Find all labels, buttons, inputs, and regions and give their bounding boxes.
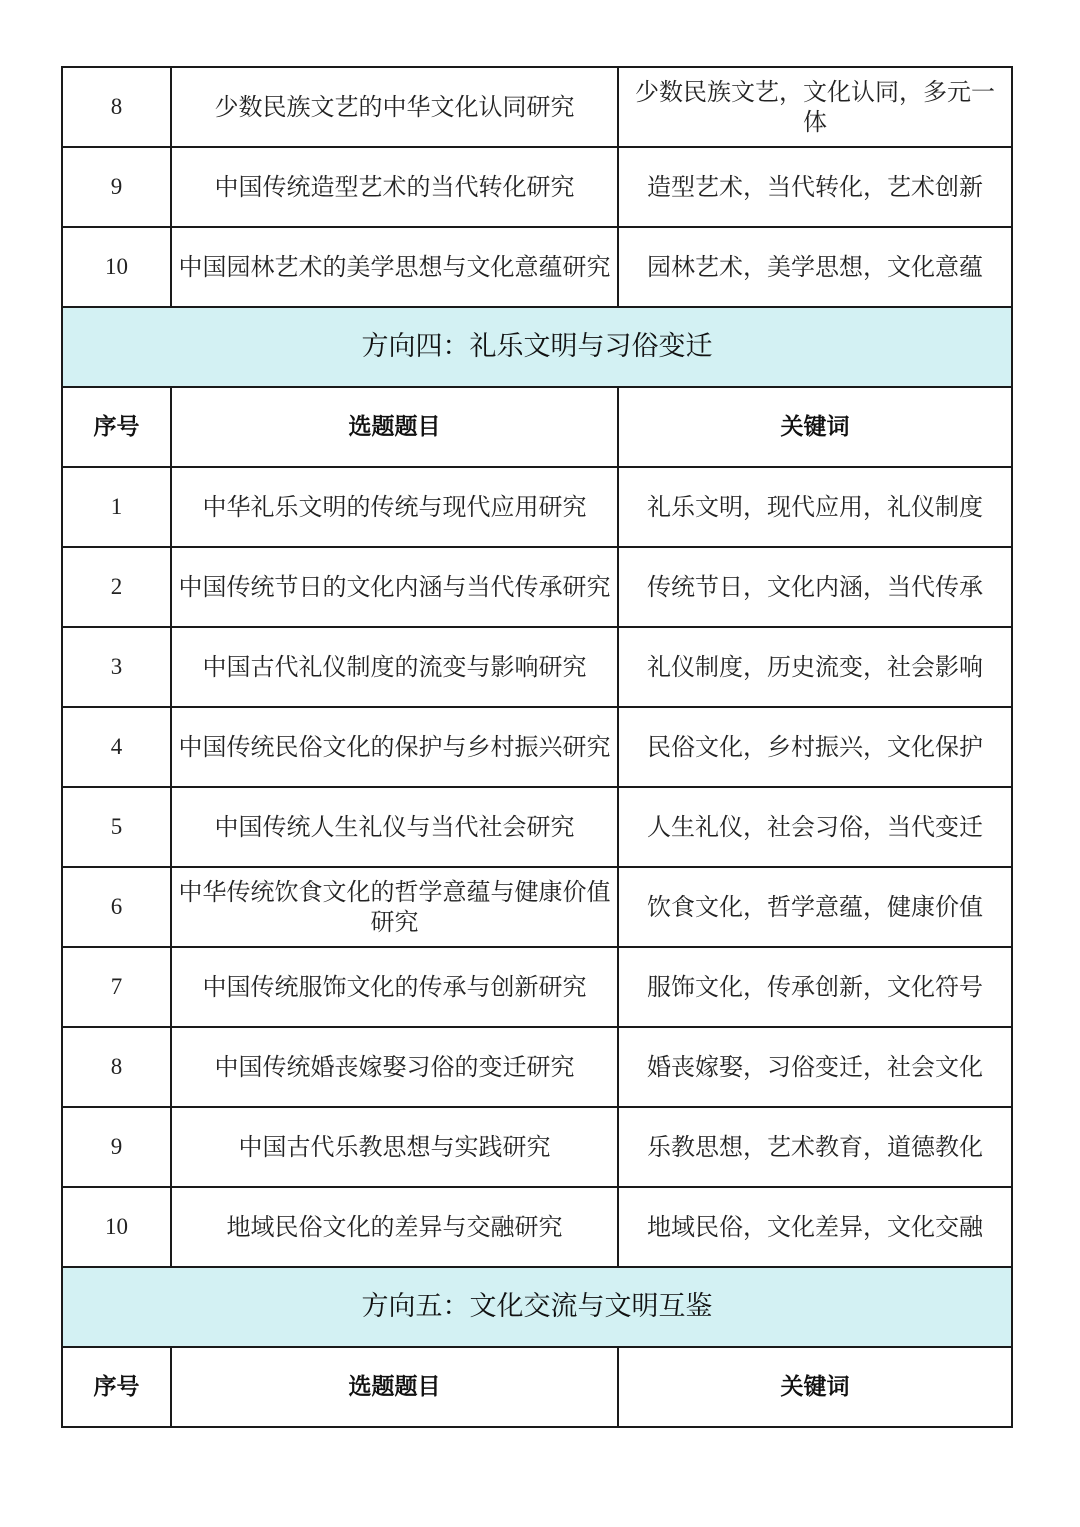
topic-keywords: 少数民族文艺，文化认同，多元一体 <box>618 67 1012 147</box>
topic-keywords: 礼仪制度，历史流变，社会影响 <box>618 627 1012 707</box>
row-number: 5 <box>62 787 171 867</box>
row-number: 2 <box>62 547 171 627</box>
topic-keywords: 造型艺术，当代转化，艺术创新 <box>618 147 1012 227</box>
row-number: 3 <box>62 627 171 707</box>
topic-title: 地域民俗文化的差异与交融研究 <box>171 1187 618 1267</box>
row-number: 7 <box>62 947 171 1027</box>
topic-keywords: 园林艺术，美学思想，文化意蕴 <box>618 227 1012 307</box>
table-row <box>62 627 1012 707</box>
row-number: 6 <box>62 867 171 947</box>
topic-keywords: 传统节日，文化内涵，当代传承 <box>618 547 1012 627</box>
header-keywords: 关键词 <box>618 387 1012 467</box>
row-number: 8 <box>62 1027 171 1107</box>
topic-keywords: 人生礼仪，社会习俗，当代变迁 <box>618 787 1012 867</box>
column-header-row <box>62 387 1012 467</box>
row-number: 9 <box>62 1107 171 1187</box>
column-header-row <box>62 1347 1012 1427</box>
topic-keywords: 礼乐文明，现代应用，礼仪制度 <box>618 467 1012 547</box>
table-row <box>62 787 1012 867</box>
row-number: 10 <box>62 1187 171 1267</box>
table-row <box>62 867 1012 947</box>
topic-title: 中国传统服饰文化的传承与创新研究 <box>171 947 618 1027</box>
header-title: 选题题目 <box>171 387 618 467</box>
table-row <box>62 67 1012 147</box>
topic-keywords: 地域民俗，文化差异，文化交融 <box>618 1187 1012 1267</box>
topic-title: 中国传统节日的文化内涵与当代传承研究 <box>171 547 618 627</box>
row-number: 8 <box>62 67 171 147</box>
header-title: 选题题目 <box>171 1347 618 1427</box>
topic-keywords: 饮食文化，哲学意蕴，健康价值 <box>618 867 1012 947</box>
row-number: 9 <box>62 147 171 227</box>
table-row <box>62 147 1012 227</box>
topic-keywords: 乐教思想，艺术教育，道德教化 <box>618 1107 1012 1187</box>
topic-title: 中国传统婚丧嫁娶习俗的变迁研究 <box>171 1027 618 1107</box>
section-heading-row <box>62 1267 1012 1347</box>
row-number: 10 <box>62 227 171 307</box>
table-row <box>62 227 1012 307</box>
section-heading-row <box>62 307 1012 387</box>
table-row <box>62 707 1012 787</box>
topic-title: 中国传统民俗文化的保护与乡村振兴研究 <box>171 707 618 787</box>
section-title: 方向五：文化交流与文明互鉴 <box>62 1267 1012 1347</box>
topic-title: 中国古代乐教思想与实践研究 <box>171 1107 618 1187</box>
topic-keywords: 服饰文化，传承创新，文化符号 <box>618 947 1012 1027</box>
table-row <box>62 547 1012 627</box>
row-number: 4 <box>62 707 171 787</box>
table-row <box>62 1027 1012 1107</box>
topic-title: 中国传统造型艺术的当代转化研究 <box>171 147 618 227</box>
topic-title: 中华礼乐文明的传统与现代应用研究 <box>171 467 618 547</box>
row-number: 1 <box>62 467 171 547</box>
topic-title: 中华传统饮食文化的哲学意蕴与健康价值研究 <box>171 867 618 947</box>
topic-title: 中国传统人生礼仪与当代社会研究 <box>171 787 618 867</box>
header-number: 序号 <box>62 1347 171 1427</box>
table-row <box>62 1187 1012 1267</box>
header-keywords: 关键词 <box>618 1347 1012 1427</box>
topic-keywords: 婚丧嫁娶，习俗变迁，社会文化 <box>618 1027 1012 1107</box>
table-row <box>62 947 1012 1027</box>
table-row <box>62 1107 1012 1187</box>
topic-title: 中国园林艺术的美学思想与文化意蕴研究 <box>171 227 618 307</box>
section-title: 方向四：礼乐文明与习俗变迁 <box>62 307 1012 387</box>
topics-table <box>61 66 1013 1428</box>
header-number: 序号 <box>62 387 171 467</box>
topic-title: 少数民族文艺的中华文化认同研究 <box>171 67 618 147</box>
topic-keywords: 民俗文化，乡村振兴，文化保护 <box>618 707 1012 787</box>
topic-title: 中国古代礼仪制度的流变与影响研究 <box>171 627 618 707</box>
table-row <box>62 467 1012 547</box>
